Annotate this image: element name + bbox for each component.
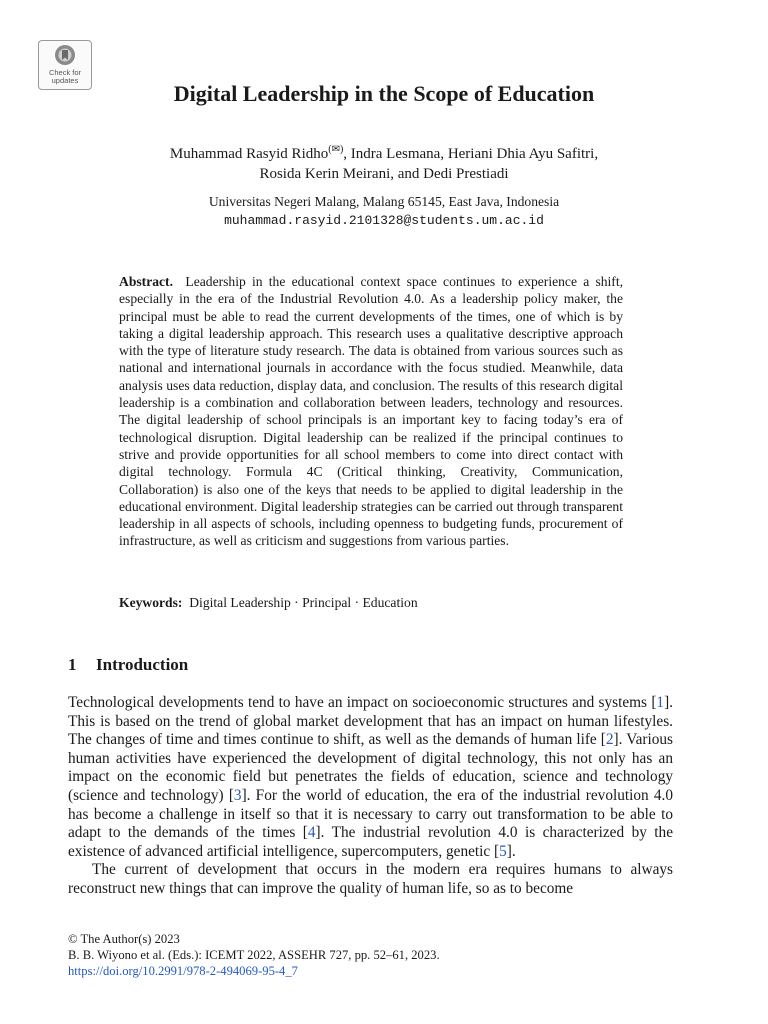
paragraph-1 — [68, 694, 673, 861]
section-number: 1 — [68, 655, 77, 674]
citation-link[interactable]: 4 — [307, 824, 316, 842]
author-list — [60, 140, 708, 184]
badge-line-1: Check for — [48, 68, 82, 77]
copyright: © The Author(s) 2023 — [68, 932, 180, 946]
bookmark-ribbon-icon — [54, 44, 76, 68]
co-authors-line-1: , Indra Lesmana, Heriani Dhia Ayu Safitri, — [343, 146, 599, 162]
citation-link[interactable]: 5 — [499, 842, 507, 860]
envelope-icon[interactable]: (✉) — [328, 144, 344, 155]
text-run: ]. This is based on the trend of global market development that has an impact on human lifestyles. The changes of time and times continue to shift, as well as the demands of human life [ — [68, 694, 673, 749]
text-run: ]. Various human activities have experienced the development of digital technology, this not only has an impact on the economic field but penetrates the fields of education, science and technology (science and technology) [ — [68, 731, 674, 804]
citation-link[interactable]: 3 — [233, 786, 242, 804]
corresponding-author: Muhammad Rasyid Ridho — [169, 146, 329, 162]
paragraph-2: The current of development that occurs in the modern era requires humans to always reconstruct new things that can improve the quality of human life, so as to become — [68, 861, 673, 897]
footer — [68, 931, 440, 979]
affiliation-block — [60, 192, 708, 230]
text-run: ]. The industrial revolution 4.0 is characterized by the existence of advanced artificial intelligence, supercomputers, genetic [ — [68, 824, 673, 860]
section-heading — [68, 655, 188, 675]
institution: Universitas Negeri Malang, Malang 65145, East Java, Indonesia — [208, 194, 560, 209]
text-run: Technological developments tend to have an impact on socioeconomic structures and systems [ — [68, 694, 657, 711]
badge-line-2: updates — [51, 76, 79, 85]
body-text — [68, 694, 673, 899]
keywords — [119, 594, 623, 611]
keywords-text: Digital Leadership · Principal · Education — [189, 595, 418, 610]
citation-link[interactable]: 2 — [605, 731, 614, 749]
author-line-1 — [60, 140, 708, 164]
author-email[interactable]: muhammad.rasyid.2101328@students.um.ac.id — [224, 213, 544, 228]
abstract-text: Leadership in the educational context space continues to experience a shift, especially in the era of the Industrial Revolution 4.0. As a leadership policy maker, the principal must be able to read the current developments of the times, one of which is by taking a digital leadership approach. This research uses a qualitative descriptive approach with the type of literature study research. The data is obtained from various sources such as national and international journals in accordance with the focus studied. Meanwhile, data analysis uses data reduction, display data, and conclusion. The results of this research digital leadership is a combination and collaboration between leaders, technology and resources. The digital leadership of school principals is an important key to facing today’s era of technological disruption. Digital leadership can be realized if the principal continues to strive and provide opportunities for all school members to come into direct contact with digital technology. Formula 4C (Critical thinking, Creativity, Communication, Collaboration) is also one of the keys that needs to be applied to digital leadership in the educational environment. Digital leadership strategies can be carried out through transparent leadership in all aspects of schools, including openness to budgeting funds, procurement of infrastructure, as well as criticism and suggestions from various parties. — [119, 274, 624, 549]
citation-link[interactable]: 1 — [656, 694, 665, 711]
author-line-2: Rosida Kerin Meirani, and Dedi Prestiadi — [259, 166, 509, 182]
keywords-label: Keywords: — [119, 595, 183, 610]
text-run: ]. — [506, 842, 516, 860]
paper-title: Digital Leadership in the Scope of Education — [173, 81, 595, 106]
citation-info: B. B. Wiyono et al. (Eds.): ICEMT 2022, ASSEHR 727, pp. 52–61, 2023. — [68, 948, 440, 962]
abstract — [119, 273, 623, 550]
abstract-label: Abstract. — [119, 274, 173, 289]
doi-link[interactable]: https://doi.org/10.2991/978-2-494069-95-4_7 — [68, 964, 298, 978]
section-title: Introduction — [96, 655, 189, 674]
text-run: ]. For the world of education, the era of the industrial revolution 4.0 has become a challenge in itself so that it is necessary to carry out transformation to be able to adapt to the demands of the times [ — [68, 786, 673, 842]
